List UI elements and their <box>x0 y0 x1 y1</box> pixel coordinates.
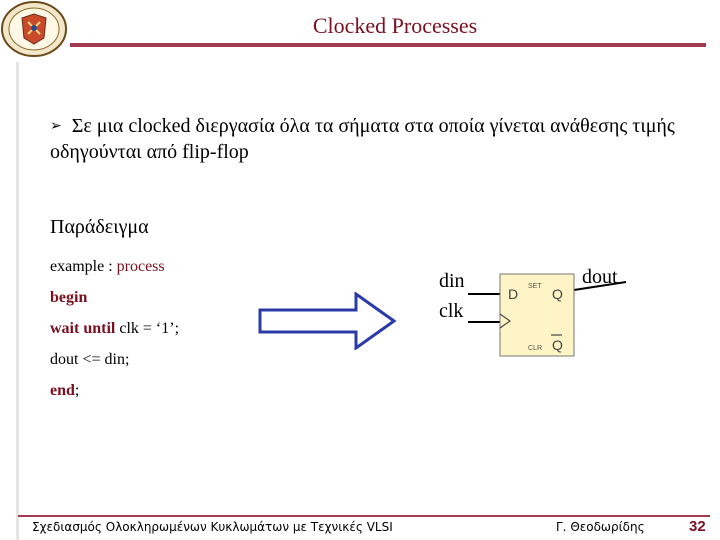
code-line <box>50 287 179 318</box>
page-number: 32 <box>689 518 706 535</box>
clk-label: clk <box>439 300 464 322</box>
pin-q-label: Q <box>552 286 563 302</box>
example-heading: Παράδειγμα <box>50 216 149 238</box>
pin-qbar-label: Q <box>552 337 563 353</box>
flip-flop-diagram <box>440 262 640 362</box>
code-text: ; <box>74 382 80 399</box>
arrow-bullet-icon: ➢ <box>50 118 62 134</box>
din-label: din <box>439 270 465 292</box>
title-divider <box>70 43 706 47</box>
code-line <box>50 380 179 411</box>
code-label: example : <box>50 258 117 275</box>
slide-title: Clocked Processes <box>312 13 478 38</box>
code-text: dout <= din; <box>50 351 130 368</box>
code-keyword: end <box>50 382 75 399</box>
code-keyword: begin <box>50 289 88 306</box>
dout-wire <box>574 282 626 290</box>
footer-author: Γ. Θεοδωρίδης <box>556 520 645 534</box>
code-keyword: process <box>116 258 165 275</box>
bullet-text <box>50 113 700 165</box>
code-line <box>50 256 179 287</box>
code-line <box>50 349 179 380</box>
university-seal-icon <box>0 0 68 58</box>
bullet-content: Σε μια clocked διεργασία όλα τα σήματα στα οποία γίνεται ανάθεσης τιμής οδηγούνται από flip-flop <box>50 115 675 163</box>
code-line <box>50 318 179 349</box>
dout-label: dout <box>582 266 618 288</box>
code-keyword: wait until <box>50 320 116 337</box>
footer-divider <box>18 515 710 517</box>
code-block <box>50 256 179 411</box>
pin-d-label: D <box>508 286 519 302</box>
pin-set-label: SET <box>528 283 542 290</box>
pin-clr-label: CLR <box>528 345 543 352</box>
footer-course: Σχεδιασμός Ολοκληρωμένων Κυκλωμάτων με Τεχνικές VLSI <box>32 520 393 534</box>
left-margin-rule <box>16 62 19 540</box>
code-text: clk = ‘1’; <box>115 320 180 337</box>
right-arrow-icon <box>258 292 398 350</box>
